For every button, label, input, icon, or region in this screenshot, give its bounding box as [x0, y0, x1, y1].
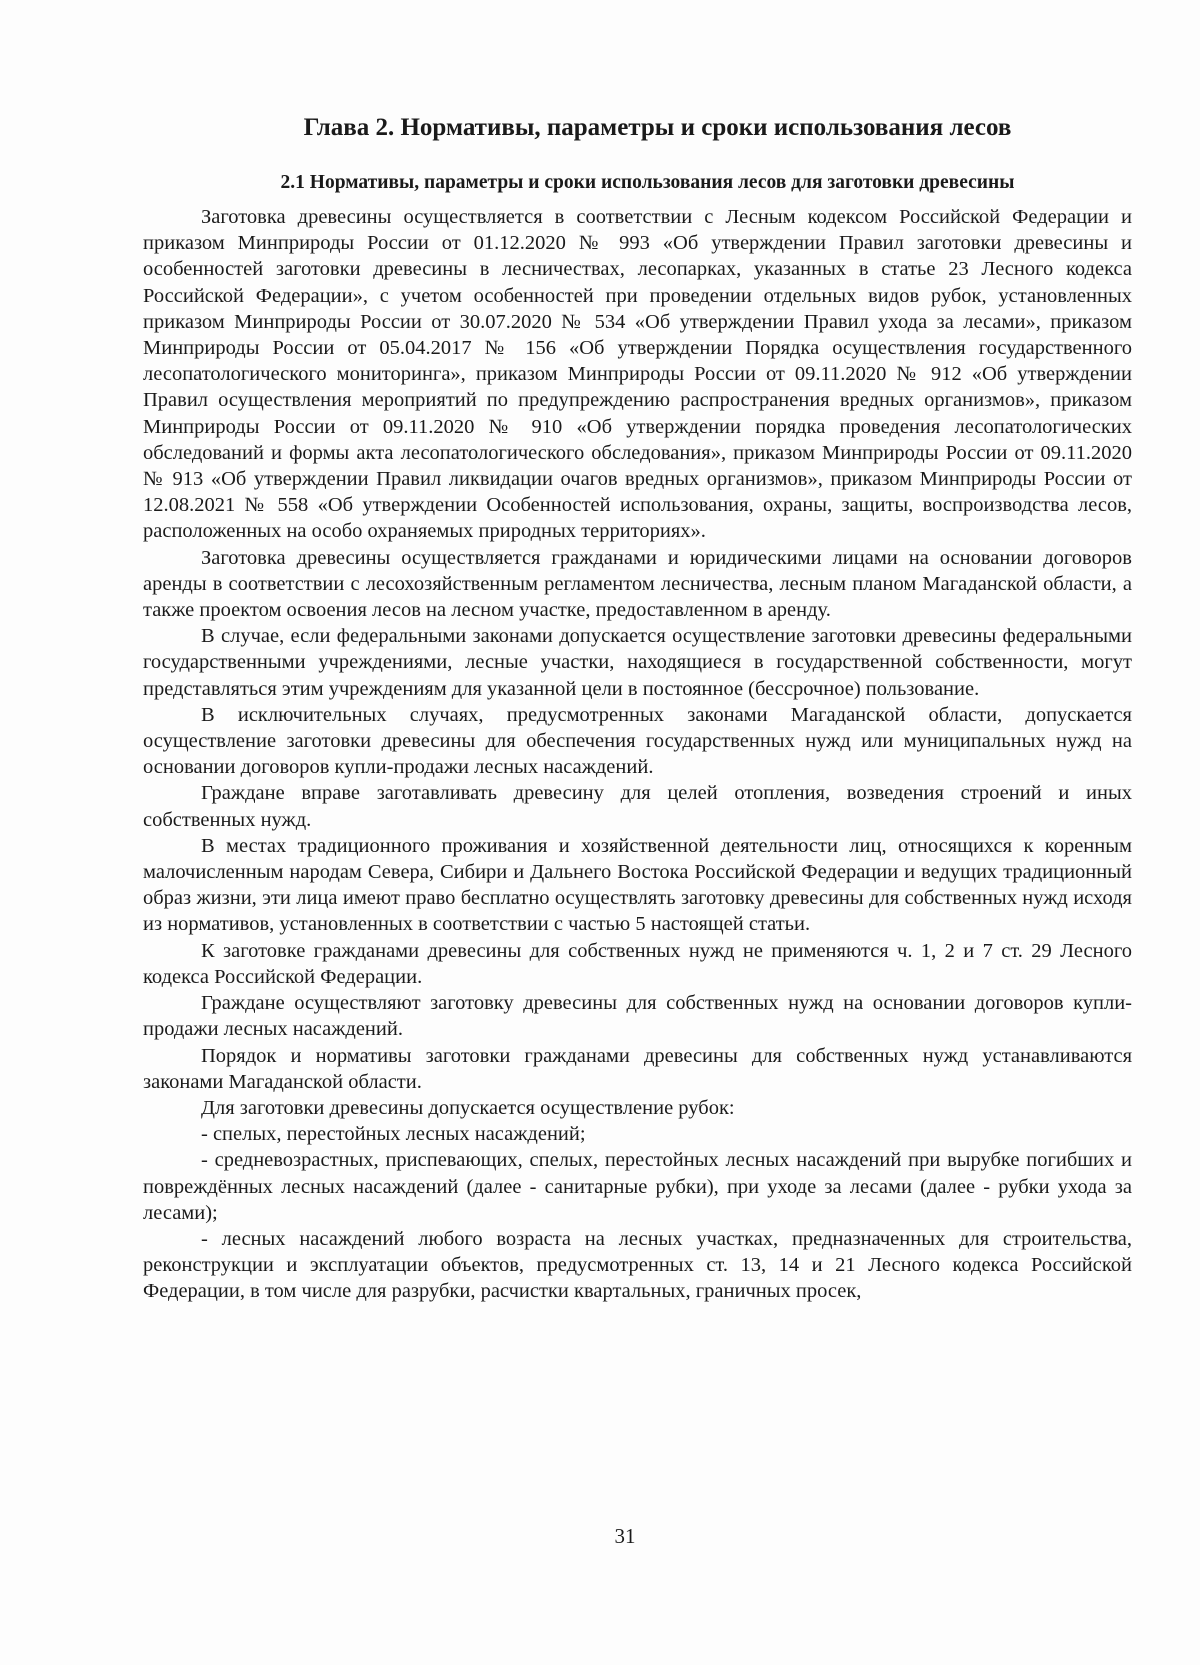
paragraph: К заготовке гражданами древесины для собственных нужд не применяются ч. 1, 2 и 7 ст. 29 Лесного кодекса Российской Федерации. — [143, 939, 1132, 988]
paragraph: Граждане осуществляют заготовку древесины для собственных нужд на основании договоров купли-продажи лесных насаждений. — [143, 992, 1132, 1041]
list-item: - средневозрастных, приспевающих, спелых, перестойных лесных насаждений при вырубке погибших и повреждённых лесных насаждений (далее - санитарные рубки), при уходе за лесами (далее - рубки ухода за лесами); — [143, 1149, 1132, 1224]
paragraph: Порядок и нормативы заготовки гражданами древесины для собственных нужд устанавливаются законами Магаданской области. — [143, 1044, 1132, 1093]
list-item: - лесных насаждений любого возраста на лесных участках, предназначенных для строительства, реконструкции и эксплуатации объектов, предусмотренных ст. 13, 14 и 21 Лесного кодекса Российской Федерации, в том числе для разрубки, расчистки квартальных, граничных просек, — [143, 1227, 1132, 1303]
page-content — [143, 112, 1132, 1305]
paragraph: Заготовка древесины осуществляется гражданами и юридическими лицами на основании договоров аренды в соответствии с лесохозяйственным регламентом лесничества, лесным планом Магаданской области, а также проектом освоения лесов на лесном участке, предоставленном в аренду. — [143, 546, 1132, 622]
paragraph: Для заготовки древесины допускается осуществление рубок: — [201, 1096, 735, 1119]
paragraph: В случае, если федеральными законами допускается осуществление заготовки древесины федеральными государственными учреждениями, лесные участки, находящиеся в государственной собственности, могут представляться этим учреждениям для указанной цели в постоянное (бессрочное) пользование. — [143, 625, 1132, 700]
paragraph: Заготовка древесины осуществляется в соответствии с Лесным кодексом Российской Федерации и приказом Минприроды России от 01.12.2020 № 993 «Об утверждении Правил заготовки древесины и особенностей заготовки древесины в лесничествах, лесопарках, указанных в статье 23 Лесного кодекса Российской Федерации», с учетом особенностей при проведении отдельных видов рубок, установленных приказом Минприроды России от 30.07.2020 № 534 «Об утверждении Правил ухода за лесами», приказом Минприроды России от 05.04.2017 № 156 «Об утверждении Порядка осуществления государственного лесопатологического мониторинга», приказом Минприроды России от 09.11.2020 № 912 «Об утверждении Правил осуществления мероприятий по предупреждению распространения вредных организмов», приказом Минприроды России от 09.11.2020 № 910 «Об утверждении порядка проведения лесопатологических обследований и формы акта лесопатологического обследования», приказом Минприроды России от 09.11.2020 № 913 «Об утверждении Правил ликвидации очагов вредных организмов», приказом Минприроды России от 12.08.2021 № 558 «Об утверждении Особенностей использования, охраны, защиты, воспроизводства лесов, расположенных на особо охраняемых природных территориях». — [143, 206, 1132, 543]
paragraph: Граждане вправе заготавливать древесину для целей отопления, возведения строений и иных собственных нужд. — [143, 782, 1132, 831]
paragraph: В исключительных случаях, предусмотренных законами Магаданской области, допускается осуществление заготовки древесины для обеспечения государственных нужд или муниципальных нужд на основании договоров купли-продажи лесных насаждений. — [143, 703, 1132, 779]
section-title: 2.1 Нормативы, параметры и сроки использования лесов для заготовки древесины — [280, 172, 1015, 193]
list-item: - спелых, перестойных лесных насаждений; — [201, 1123, 586, 1146]
paragraph: В местах традиционного проживания и хозяйственной деятельности лиц, относящихся к коренным малочисленным народам Севера, Сибири и Дальнего Востока Российской Федерации и ведущих традиционный образ жизни, эти лица имеют право бесплатно осуществлять заготовку древесины для собственных нужд исходя из нормативов, установленных в соответствии с частью 5 настоящей статьи. — [143, 834, 1132, 936]
chapter-title: Глава 2. Нормативы, параметры и сроки использования лесов — [303, 114, 1012, 141]
page-number: 31 — [614, 1524, 636, 1548]
